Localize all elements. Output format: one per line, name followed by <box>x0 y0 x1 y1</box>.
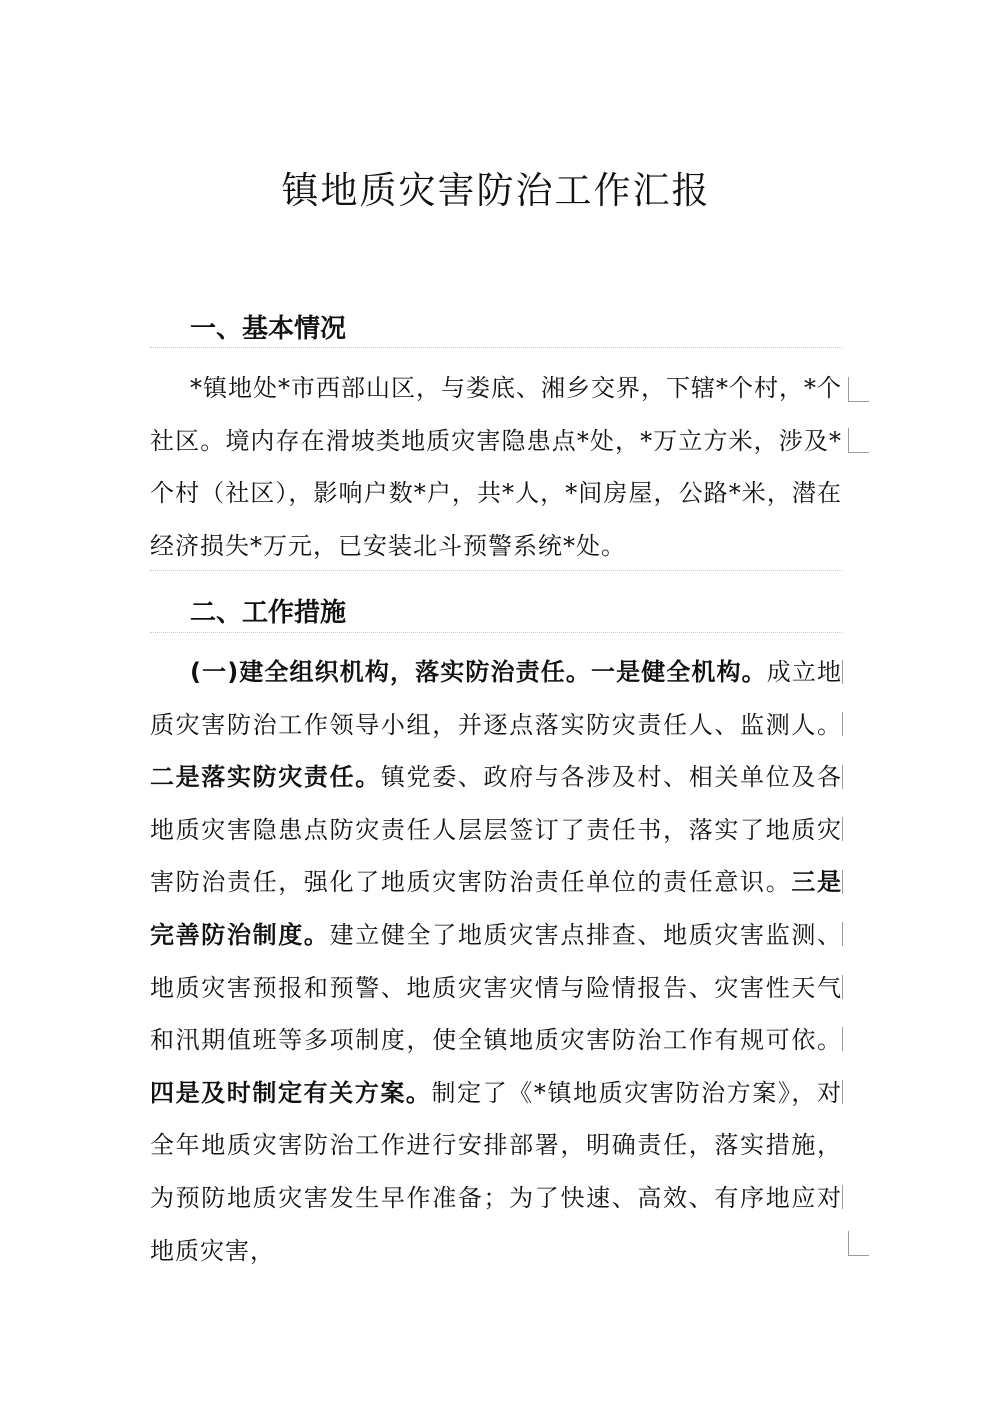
point-3-text: 建立健全了地质灾害点排查、地质灾害监测、地质灾害预报和预警、地质灾害灾情与险情报告、灾害性天气和汛期值班等多项制度，使全镇地质灾害防治工作有规可依。 <box>150 920 842 1055</box>
margin-bar <box>842 660 843 684</box>
section-heading-basic: 一、基本情况 <box>190 314 347 344</box>
margin-bar <box>842 712 843 736</box>
divider <box>150 632 842 633</box>
paragraph-basic <box>150 362 842 572</box>
margin-bar <box>842 922 843 946</box>
divider <box>150 347 842 348</box>
margin-bar <box>842 765 843 789</box>
margin-bar <box>842 975 843 999</box>
document-title: 镇地质灾害防治工作汇报 <box>281 169 711 212</box>
paragraph-measures <box>150 646 842 1277</box>
bold-subheading: (一)建全组织机构，落实防治责任。 <box>190 658 591 686</box>
margin-bar <box>842 870 843 894</box>
margin-bar <box>842 1080 843 1104</box>
point-1-text: 成立地质灾害防治工作领导小组，并逐点落实防灾责任人、监测人。 <box>150 658 843 739</box>
margin-mark <box>848 377 869 402</box>
divider <box>150 570 842 571</box>
margin-bar <box>842 817 843 841</box>
paragraph-basic-text: *镇地处*市西部山区，与娄底、湘乡交界，下辖*个村，*个社区。境内存在滑坡类地质灾害隐患点*处，*万立方米，涉及*个村（社区），影响户数*户，共*人，*间房屋，公路*米，潜在经济损失*万元，已安装北斗预警系统*处。 <box>150 374 842 560</box>
margin-mark <box>848 428 869 453</box>
point-4-text: 制定了《*镇地质灾害防治方案》，对全年地质灾害防治工作进行安排部署，明确责任，落实措施，为预防地质灾害发生早作准备；为了快速、高效、有序地应对地质灾害， <box>150 1078 843 1265</box>
bold-point-2: 二是落实防灾责任。 <box>150 763 381 792</box>
margin-bar <box>842 1027 843 1051</box>
margin-bar <box>842 1185 843 1209</box>
bold-point-4: 四是及时制定有关方案。 <box>150 1078 432 1107</box>
bold-point-1: 一是健全机构。 <box>590 658 767 686</box>
margin-mark <box>848 1231 869 1256</box>
bold-point-3: 三是完善防治制度。 <box>150 868 843 949</box>
point-2-text: 镇党委、政府与各涉及村、相关单位及各地质灾害隐患点防灾责任人层层签订了责任书，落实了地质灾害防治责任，强化了地质灾害防治责任单位的责任意识。 <box>150 763 843 897</box>
section-heading-measures: 二、工作措施 <box>190 598 347 628</box>
